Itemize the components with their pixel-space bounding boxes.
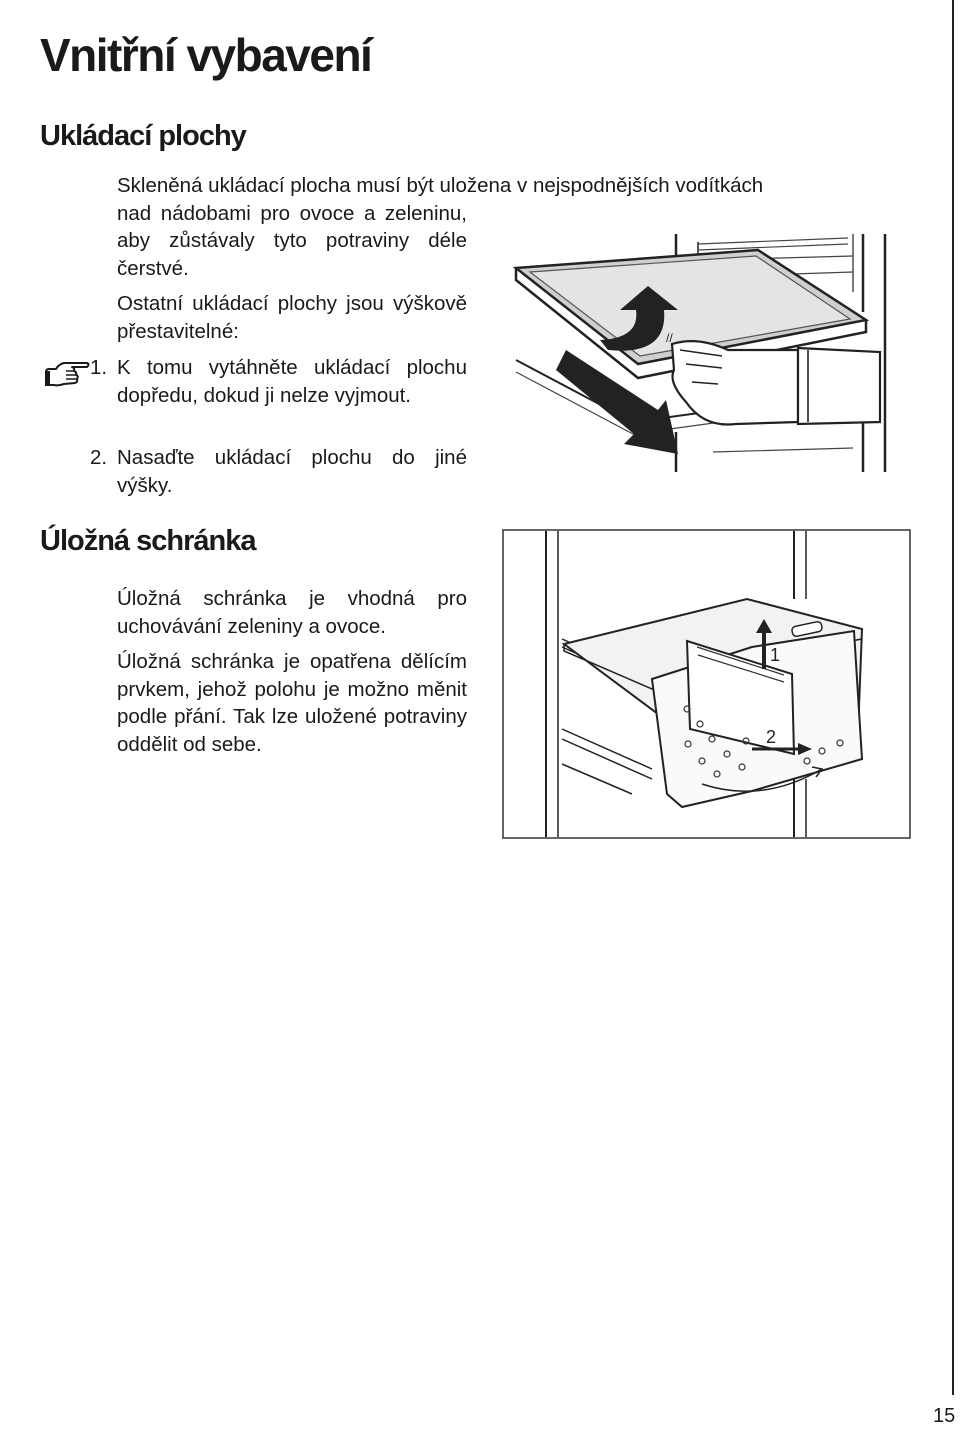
step-text: K tomu vytáhněte ukládací plochu dopředu, dokud ji nelze vyjmout. <box>117 356 467 407</box>
storage-box-description: Úložná schránka je vhodná pro uchovávání zeleniny a ovoce. <box>117 587 467 638</box>
step-text: Nasaďte ukládací plochu do jiné výšky. <box>117 446 467 497</box>
section-heading-storage-box: Úložná schránka <box>40 525 256 557</box>
step-number: 2. <box>90 446 108 469</box>
shelf-removal-illustration <box>508 232 888 478</box>
section-heading-shelves: Ukládací plochy <box>40 120 246 152</box>
shelves-intro-text: nad nádobami pro ovoce a zeleninu, aby zůstávaly tyto potraviny déle čerstvé. <box>117 201 467 280</box>
figure-label-1: 1 <box>770 645 781 665</box>
page-number: 15 <box>933 1405 956 1427</box>
page-title: Vnitřní vybavení <box>40 29 372 81</box>
storage-box-divider-text: Úložná schránka je opatřena dělícím prvkem, jehož polohu je možno měnit podle přání. Tak lze uložené potraviny oddělit od sebe. <box>117 650 467 756</box>
figure-label-2: 2 <box>766 727 777 747</box>
storage-box-illustration <box>502 529 911 839</box>
pointing-hand-icon <box>44 360 90 390</box>
shelves-intro-first-line: Skleněná ukládací plocha musí být uložena v nejspodnějších vodítkách <box>117 174 764 197</box>
svg-text://: // <box>666 331 673 345</box>
step-number: 1. <box>90 356 108 379</box>
page-edge-line <box>952 0 954 1395</box>
shelves-adjustable-text: Ostatní ukládací plochy jsou výškově přestavitelné: <box>117 292 467 343</box>
